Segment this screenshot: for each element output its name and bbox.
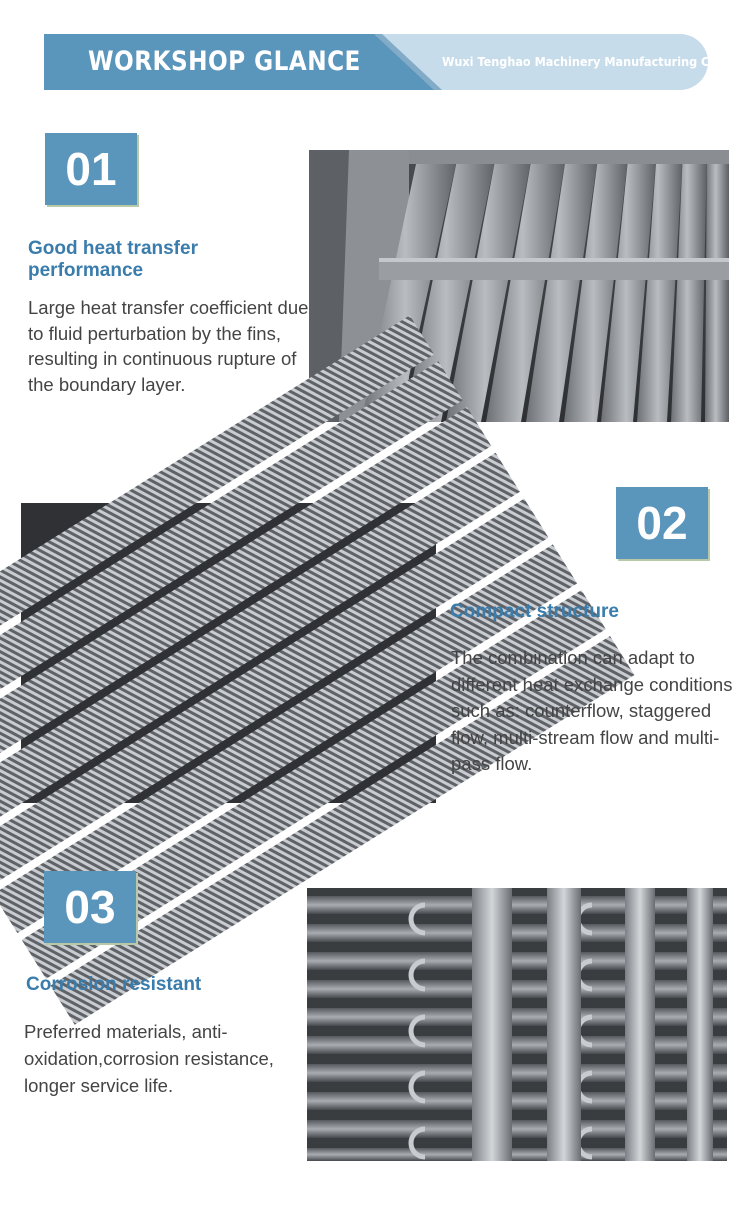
feature-number-badge: 03	[44, 871, 136, 943]
spiral-finned-tubes-photo	[21, 503, 436, 803]
feature-number-badge: 01	[45, 133, 137, 205]
feature-title: Corrosion resistant	[26, 974, 202, 995]
u-bend-tube-bundle-photo	[307, 888, 727, 1161]
feature-description: The combination can adapt to different heat exchange conditions such as: counterflow, staggered flow, multi-stream flow and multi-pass flow.	[451, 647, 733, 774]
feature-description: Preferred materials, anti-oxidation,corrosion resistance, longer service life.	[24, 1021, 274, 1096]
banner-title: WORKSHOP GLANCE	[88, 46, 361, 77]
banner-company-name: Wuxi Tenghao Machinery Manufacturing Co., Ltd.	[442, 54, 754, 69]
feature-number-badge: 02	[616, 487, 708, 559]
feature-description: Large heat transfer coefficient due to fluid perturbation by the fins, resulting in continuous rupture of the boundary layer.	[28, 297, 309, 395]
feature-title: Compact structure	[450, 601, 619, 622]
feature-title: Good heat transfer performance	[28, 238, 198, 281]
workshop-banner	[44, 34, 754, 90]
